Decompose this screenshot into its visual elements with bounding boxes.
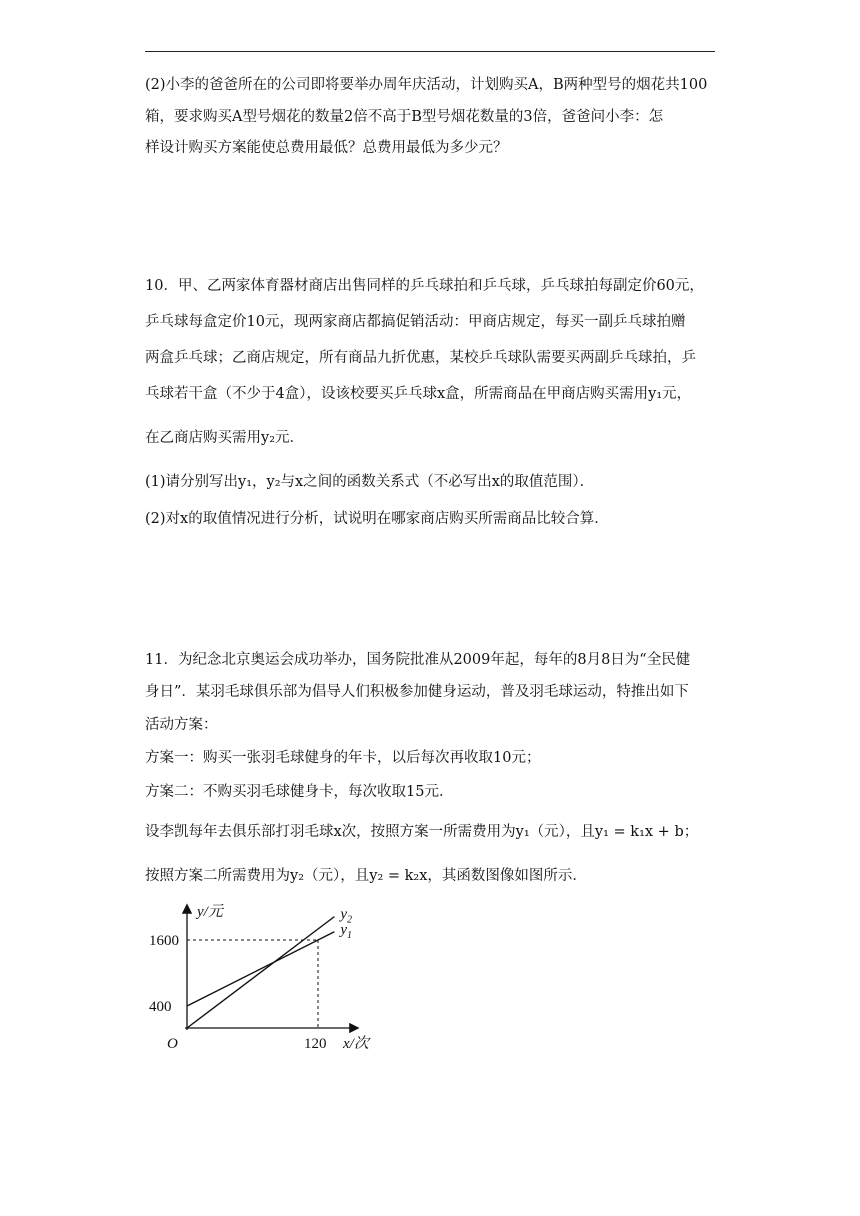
q10-line2: 乒乓球每盒定价10元，现两家商店都搞促销活动：甲商店规定，每买一副乒乓球拍赠 [145,314,686,330]
q9-part2-line1: (2)小李的爸爸所在的公司即将要举办周年庆活动，计划购买A，B两种型号的烟花共100 [145,77,708,93]
q11-line2: 身日”．某羽毛球俱乐部为倡导人们积极参加健身运动，普及羽毛球运动，特推出如下 [145,684,689,700]
y-tick-label: 400 [149,999,172,1015]
q10-line4: 乓球若干盒（不少于4盒），设该校要买乒乓球x盒，所需商品在甲商店购买需用y₁元， [145,386,692,402]
q10-line5: 在乙商店购买需用y₂元． [145,430,305,446]
series-label-y1: $y_1$ [340,921,353,941]
q11-line6: 设李凯每年去俱乐部打羽毛球x次，按照方案一所需费用为y₁（元），且y₁ = k₁x + b； [145,824,699,840]
y-tick-label: 1600 [149,933,179,949]
header-rule [145,51,715,52]
q10-line3: 两盒乒乓球；乙商店规定，所有商品九折优惠，某校乒乓球队需要买两副乒乓球拍，乒 [145,350,696,366]
q9-part2-line2: 箱，要求购买A型号烟花的数量2倍不高于B型号烟花数量的3倍，爸爸问小李：怎 [145,109,664,125]
q11-line7: 按照方案二所需费用为y₂（元），且y₂ = k₂x，其函数图像如图所示． [145,868,587,884]
q9-part2-line3: 样设计购买方案能使总费用最低？总费用最低为多少元？ [145,140,508,156]
series-line-y1 [187,932,334,1006]
q11-plan2: 方案二：不购买羽毛球健身卡，每次收取15元． [145,784,454,800]
q11-plan1: 方案一：购买一张羽毛球健身的年卡，以后每次再收取10元； [145,750,541,766]
origin-label: O [167,1036,178,1052]
q10-part2: (2)对x的取值情况进行分析，试说明在哪家商店购买所需商品比较合算． [145,511,609,527]
q10-part1: (1)请分别写出y₁，y₂与x之间的函数关系式（不必写出x的取值范围）． [145,474,595,490]
q11-line1: 11．为纪念北京奥运会成功举办，国务院批准从2009年起，每年的8月8日为“全民健 [145,652,691,668]
series-line-y2 [187,917,334,1028]
q11-line3: 活动方案： [145,717,218,733]
q10-line1: 10．甲、乙两家体育器材商店出售同样的乒乓球拍和乒乓球，乒乓球拍每副定价60元， [145,278,704,294]
x-tick-label: 120 [304,1036,327,1052]
cost-function-graph [145,896,390,1056]
y-axis-label: y/元 [197,904,223,920]
series-label-y2: $y_2$ [340,906,353,926]
x-axis-label: x/次 [343,1036,369,1052]
